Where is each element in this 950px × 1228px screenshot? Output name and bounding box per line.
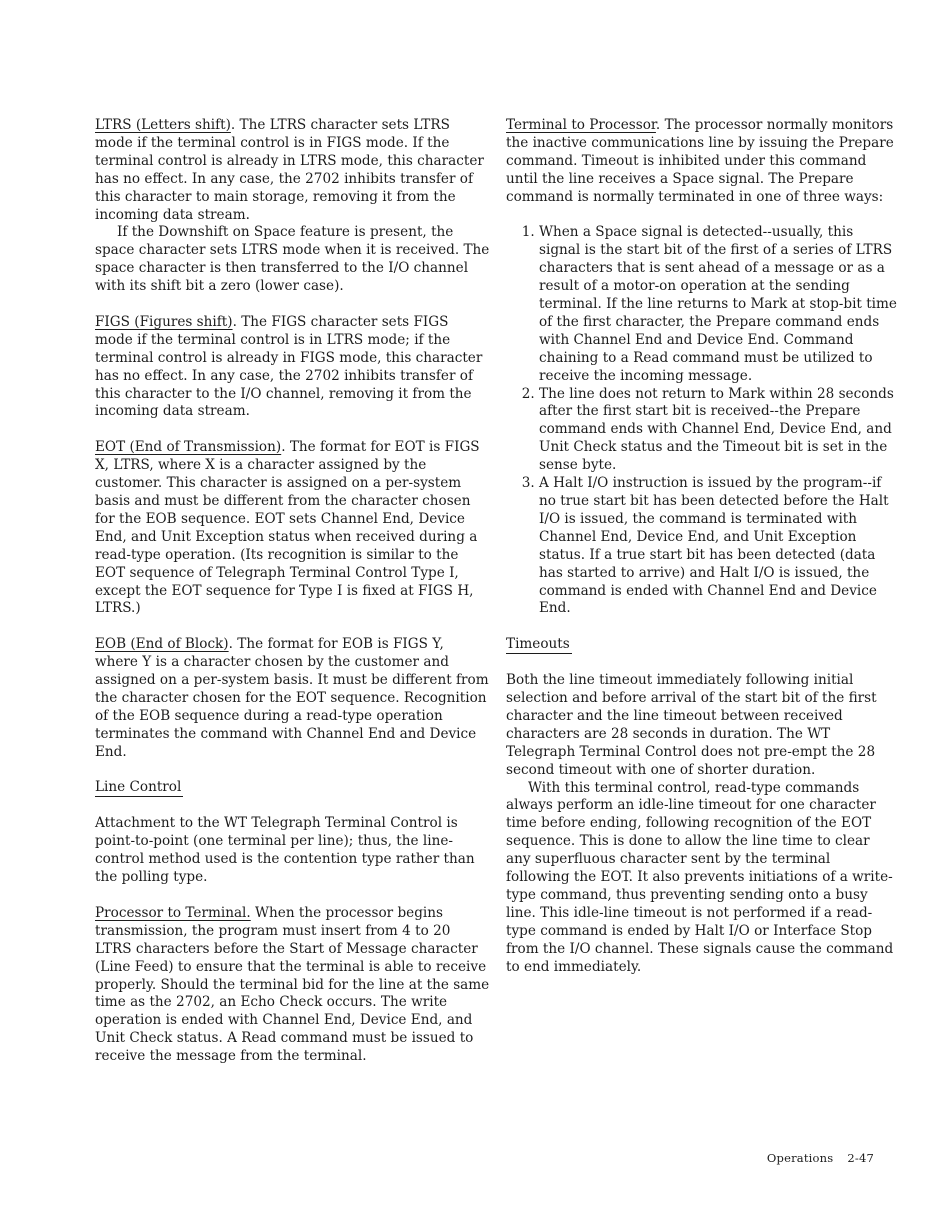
prepare-termination-list <box>506 224 898 618</box>
idle-line-timeout-paragraph: With this terminal control, read-type commands always perform an idle-line timeout for one character time before ending, following recognition of the EOT sequence. This is done to allow the line time to clear any superfluous character sent by the terminal following the EOT. It also prevents initiations of a write-type command, thus preventing sending onto a busy line. This idle-line timeout is not performed if a read-type command is ended by Halt I/O or Interface Stop from the I/O channel. These signals cause the command to end immediately. <box>506 779 894 975</box>
line-control-paragraph: Attachment to the WT Telegraph Terminal Control is point-to-point (one terminal per line); thus, the line-control method used is the contention type rather than the polling type. <box>95 815 475 886</box>
eot-text: . The format for EOT is FIGS X, LTRS, where X is a character assigned by the customer. This character is assigned on a per-system basis and must be different from the character chosen for the EOB sequence. EOT sets Channel End, Device End, and Unit Exception status when received during a read-type operation. (Its recognition is similar to the EOT sequence of Telegraph Terminal Control Type I, except the EOT sequence for Type I is fixed at FIGS H, LTRS.) <box>95 439 480 617</box>
list-item: 2. The line does not return to Mark within 28 seconds after the first start bit is received--the Prepare command ends with Channel End, Device End, and Unit Check status and the Timeout bit is set in the sense byte. <box>539 386 898 476</box>
terminal-to-processor-text: . The processor normally monitors the inactive communications line by issuing the Prepare command. Timeout is inhibited under this command until the line receives a Space signal. The Prepare command is normally terminated in one of three ways: <box>506 117 894 205</box>
processor-to-terminal-paragraph <box>95 905 490 1066</box>
list-item: 1. When a Space signal is detected--usually, this signal is the start bit of the first of a series of LTRS characters that is sent ahead of a message or as a result of a motor-on operation at the sending terminal. If the line returns to Mark at stop-bit time of the first character, the Prepare command ends with Channel End and Device End. Command chaining to a Read command must be utilized to receive the incoming message. <box>539 224 898 385</box>
page-number: 2-47 <box>847 1151 874 1165</box>
timeouts-heading-text: Timeouts <box>506 636 570 653</box>
processor-to-terminal-text: When the processor begins transmission, the program must insert from 4 to 20 LTRS characters before the Start of Message character (Line Feed) to ensure that the terminal is able to receive properly. Should the terminal bid for the line at the same time as the 2702, an Echo Check occurs. The write operation is ended with Channel End, Device End, and Unit Check status. A Read command must be issued to receive the message from the terminal. <box>95 904 490 1065</box>
line-control-heading <box>95 779 490 797</box>
right-column <box>506 117 898 977</box>
eob-paragraph <box>95 636 490 761</box>
figs-paragraph <box>95 314 490 421</box>
eot-term: EOT (End of Transmission) <box>95 439 282 456</box>
page-footer <box>753 1150 874 1168</box>
timeouts-heading <box>506 636 898 654</box>
ltrs-term: LTRS (Letters shift) <box>95 117 231 133</box>
downshift-paragraph: If the Downshift on Space feature is present, the space character sets LTRS mode when it is received. The space character is then transferred to the I/O channel with its shift bit a zero (lower case). <box>95 224 490 295</box>
list-item: 3. A Halt I/O instruction is issued by the program--if no true start bit has been detected before the Halt I/O is issued, the command is terminated with Channel End, Device End, and Unit Exception status. If a true start bit has been detected (data has started to arrive) and Halt I/O is issued, the command is ended with Channel End and Device End. <box>539 475 898 618</box>
ltrs-paragraph <box>95 117 490 224</box>
timeouts-paragraph: Both the line timeout immediately following initial selection and before arrival of the start bit of the first character and the line timeout between received characters are 28 seconds in duration. The WT Telegraph Terminal Control does not pre-empt the 28 second timeout with one of shorter duration. <box>506 672 877 778</box>
terminal-to-processor-term: Terminal to Processor <box>506 117 656 133</box>
left-column <box>95 117 490 1084</box>
figs-term: FIGS (Figures shift) <box>95 313 233 330</box>
ltrs-text: . The LTRS character sets LTRS mode if the terminal control is in FIGS mode. If the terminal control is already in LTRS mode, this character has no effect. In any case, the 2702 inhibits transfer of this character to main storage, removing it from the incoming data stream. <box>95 117 484 223</box>
terminal-to-processor-paragraph <box>506 117 898 207</box>
line-control-heading-text: Line Control <box>95 779 182 796</box>
processor-to-terminal-term: Processor to Terminal. <box>95 904 251 921</box>
eob-text: . The format for EOB is FIGS Y, where Y is a character chosen by the customer and assigned on a per-system basis. It must be different from the character chosen for the EOT sequence. Recognition of the EOB sequence during a read-type operation terminates the command with Channel End and Device End. <box>95 636 489 760</box>
footer-section: Operations <box>766 1151 834 1165</box>
figs-text: . The FIGS character sets FIGS mode if the terminal control is in LTRS mode; if the terminal control is already in FIGS mode, this character has no effect. In any case, the 2702 inhibits transfer of this character to the I/O channel, removing it from the incoming data stream. <box>95 313 483 420</box>
eob-term: EOB (End of Block) <box>95 636 229 653</box>
eot-paragraph <box>95 439 490 618</box>
